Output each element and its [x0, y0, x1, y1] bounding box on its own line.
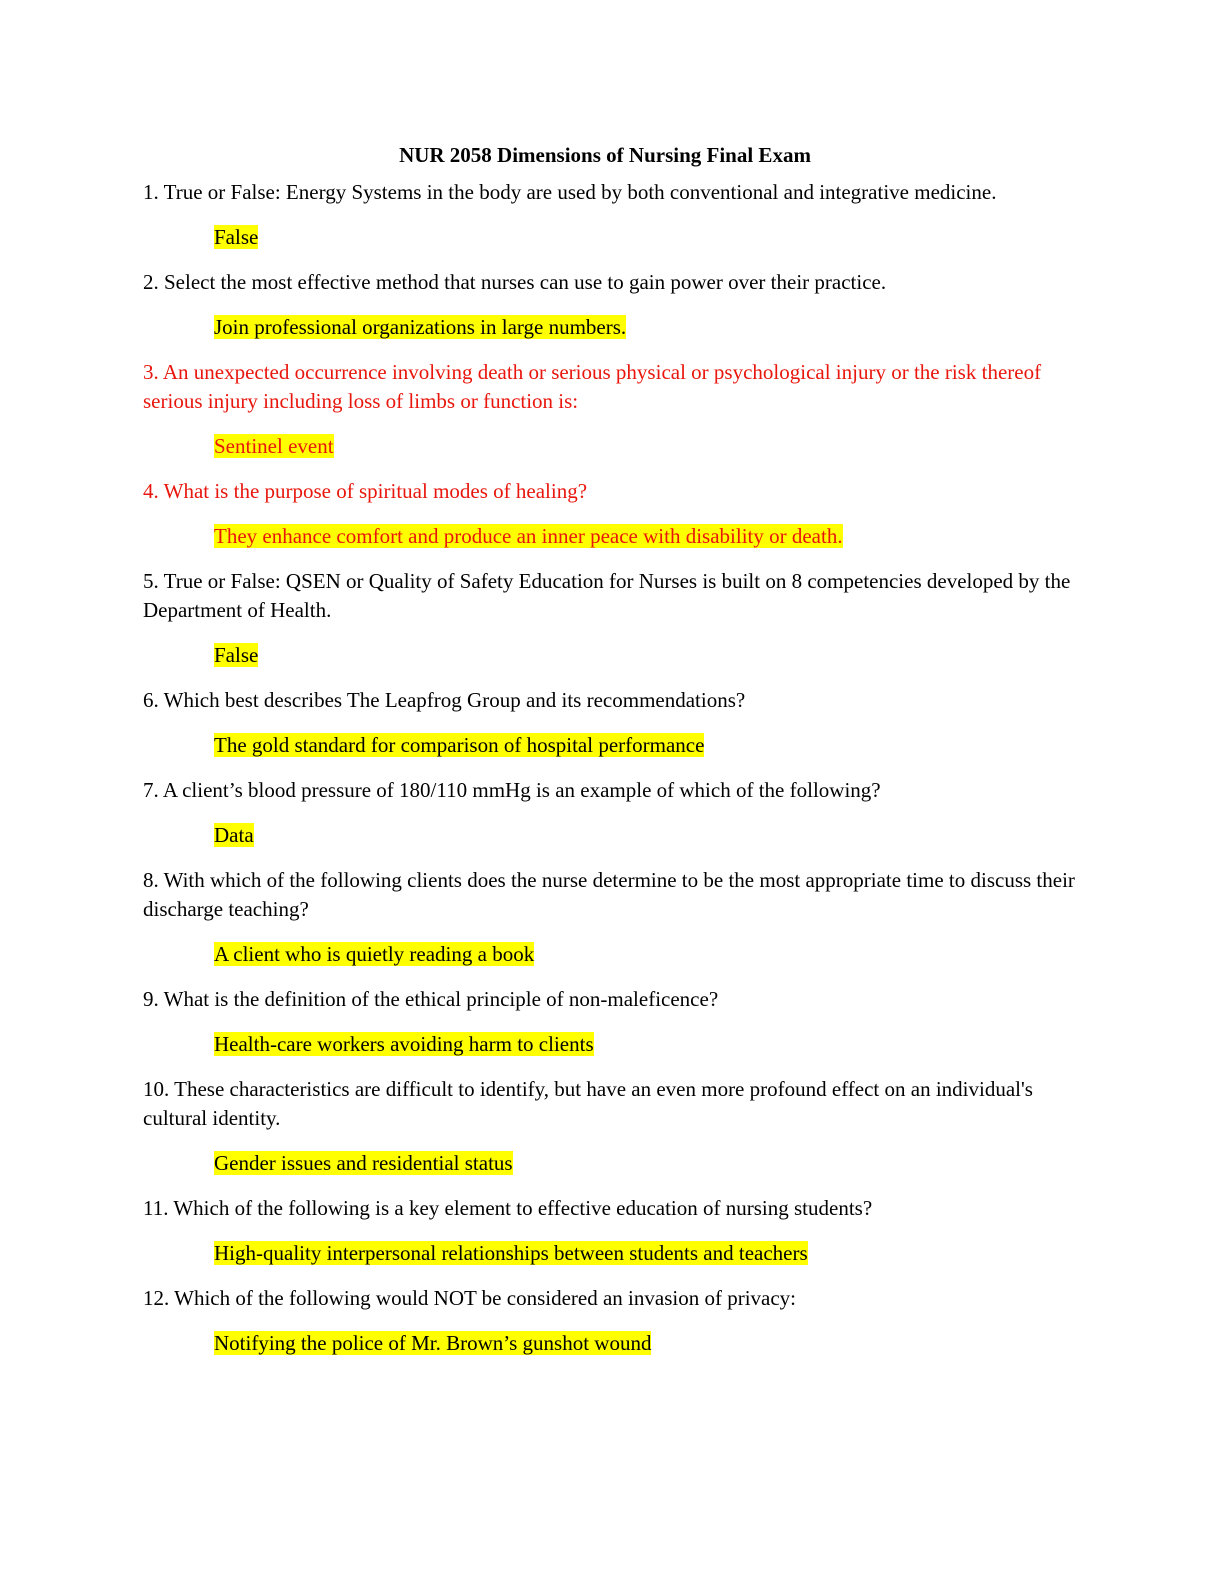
answer-2 [214, 313, 1083, 342]
answer-6 [214, 731, 1083, 760]
answer-8-highlight: A client who is quietly reading a book [214, 942, 535, 966]
answer-1 [214, 223, 1083, 252]
question-4: 4. What is the purpose of spiritual modes of healing? [143, 479, 588, 503]
answer-5-highlight: False [214, 643, 259, 667]
answer-7-highlight: Data [214, 823, 254, 847]
exam-item-2 [143, 268, 1083, 342]
exam-item-1 [143, 178, 1083, 252]
question-7: 7. A client’s blood pressure of 180/110 mmHg is an example of which of the following? [143, 778, 881, 802]
answer-7 [214, 821, 1083, 850]
exam-item-4 [143, 477, 1083, 551]
exam-item-8 [143, 866, 1083, 969]
question-2: 2. Select the most effective method that nurses can use to gain power over their practice. [143, 270, 887, 294]
question-10: 10. These characteristics are difficult to identify, but have an even more profound effect on an individual's cultural identity. [143, 1077, 1033, 1130]
exam-item-3 [143, 358, 1083, 461]
answer-10-highlight: Gender issues and residential status [214, 1151, 513, 1175]
exam-item-11 [143, 1194, 1083, 1268]
answer-5 [214, 641, 1083, 670]
answer-3 [214, 432, 1083, 461]
question-12: 12. Which of the following would NOT be considered an invasion of privacy: [143, 1286, 796, 1310]
question-1: 1. True or False: Energy Systems in the body are used by both conventional and integrative medicine. [143, 180, 997, 204]
exam-item-12 [143, 1284, 1083, 1358]
exam-item-7 [143, 776, 1083, 850]
exam-item-5 [143, 567, 1083, 670]
question-9: 9. What is the definition of the ethical principle of non-maleficence? [143, 987, 719, 1011]
answer-4 [214, 522, 1083, 551]
question-11: 11. Which of the following is a key element to effective education of nursing students? [143, 1196, 873, 1220]
answer-8 [214, 940, 1083, 969]
exam-item-10 [143, 1075, 1083, 1178]
answer-6-highlight: The gold standard for comparison of hospital performance [214, 733, 705, 757]
answer-9 [214, 1030, 1083, 1059]
answer-4-highlight: They enhance comfort and produce an inner peace with disability or death. [214, 524, 843, 548]
question-5: 5. True or False: QSEN or Quality of Safety Education for Nurses is built on 8 competencies developed by the Department of Health. [143, 569, 1071, 622]
answer-3-highlight: Sentinel event [214, 434, 334, 458]
answer-2-highlight: Join professional organizations in large numbers. [214, 315, 627, 339]
question-8: 8. With which of the following clients does the nurse determine to be the most appropriate time to discuss their discharge teaching? [143, 868, 1075, 921]
exam-document [143, 140, 1083, 1374]
answer-1-highlight: False [214, 225, 259, 249]
question-3: 3. An unexpected occurrence involving death or serious physical or psychological injury or the risk thereof serious injury including loss of limbs or function is: [143, 360, 1042, 413]
answer-11 [214, 1239, 1083, 1268]
answer-11-highlight: High-quality interpersonal relationships between students and teachers [214, 1241, 808, 1265]
exam-item-9 [143, 985, 1083, 1059]
exam-item-6 [143, 686, 1083, 760]
answer-12 [214, 1329, 1083, 1358]
question-6: 6. Which best describes The Leapfrog Group and its recommendations? [143, 688, 746, 712]
answer-9-highlight: Health-care workers avoiding harm to clients [214, 1032, 594, 1056]
answer-12-highlight: Notifying the police of Mr. Brown’s gunshot wound [214, 1331, 652, 1355]
answer-10 [214, 1149, 1083, 1178]
document-title: NUR 2058 Dimensions of Nursing Final Exam [399, 143, 811, 167]
